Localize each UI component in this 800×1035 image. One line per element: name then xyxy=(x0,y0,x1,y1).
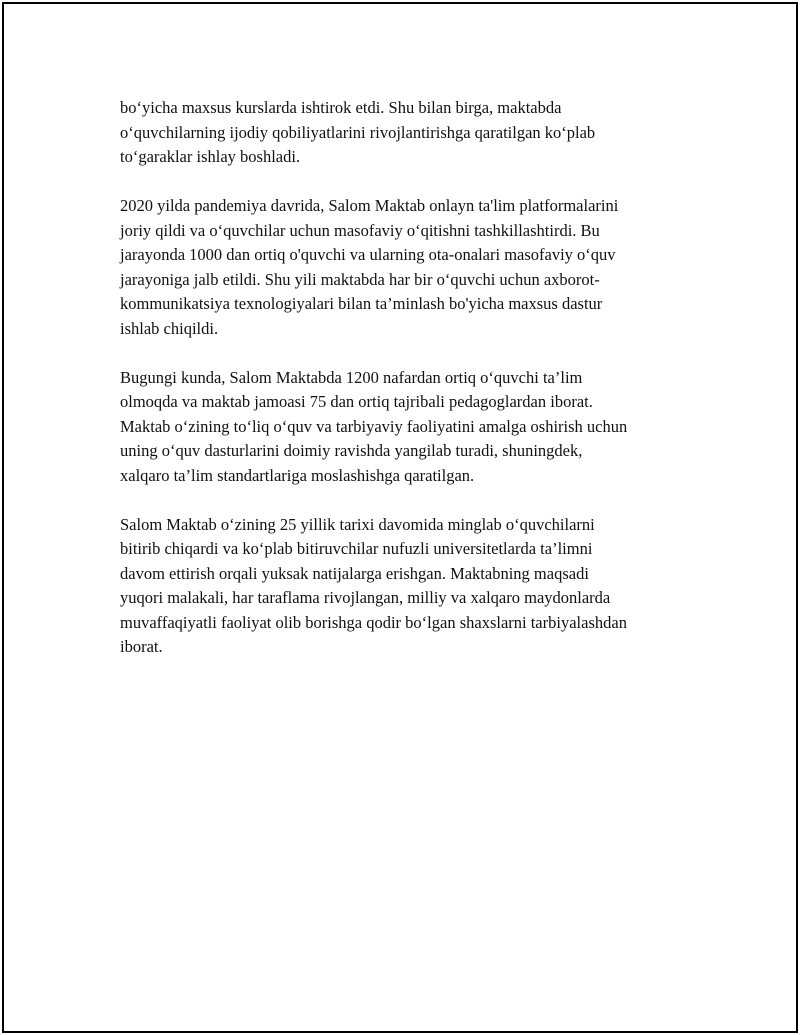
paragraph-continuation: bo‘yicha maxsus kurslarda ishtirok etdi. Shu bilan birga, maktabda o‘quvchilarning ijodiy qobiliyatlarini rivojlantirishga qaratilgan ko‘plab to‘garaklar ishlay boshladi. xyxy=(120,98,596,166)
document-page xyxy=(2,2,798,1033)
document-body xyxy=(120,96,700,684)
paragraph-history: Salom Maktab o‘zining 25 yillik tarixi davomida minglab o‘quvchilarni bitirib chiqardi va ko‘plab bitiruvchilar nufuzli universitetlarda ta’limni davom ettirish orqali yuksak natijalarga erishgan. Maktabning maqsadi yuqori malakali, har taraflama rivojlangan, milliy va xalqaro maydonlarda muvaffaqiyatli faoliyat olib borishga qodir bo‘lgan shaxslarni tarbiyalashdan iborat. xyxy=(120,514,627,656)
paragraph-pandemic-2020: 2020 yilda pandemiya davrida, Salom Maktab onlayn ta'lim platformalarini joriy qildi va o‘quvchilar uchun masofaviy o‘qitishni tashkillashtirdi. Bu jarayonda 1000 dan ortiq o'quvchi va ularning ota-onalari masofaviy o‘quv jarayoniga jalb etildi. Shu yili maktabda har bir o‘quvchi uchun axborot- kommunikatsiya texnologiyalari bilan ta’minlash bo'yicha maxsus dastur ishlab chiqildi. xyxy=(120,196,619,338)
paragraph-today: Bugungi kunda, Salom Maktabda 1200 nafardan ortiq o‘quvchi ta’lim olmoqda va maktab jamoasi 75 dan ortiq tajribali pedagoglardan iborat. Maktab o‘zining to‘liq o‘quv va tarbiyaviy faoliyatini amalga oshirish uchun uning o‘quv dasturlarini doimiy ravishda yangilab turadi, shuningdek, xalqaro ta’lim standartlariga moslashishga qaratilgan. xyxy=(120,367,628,485)
